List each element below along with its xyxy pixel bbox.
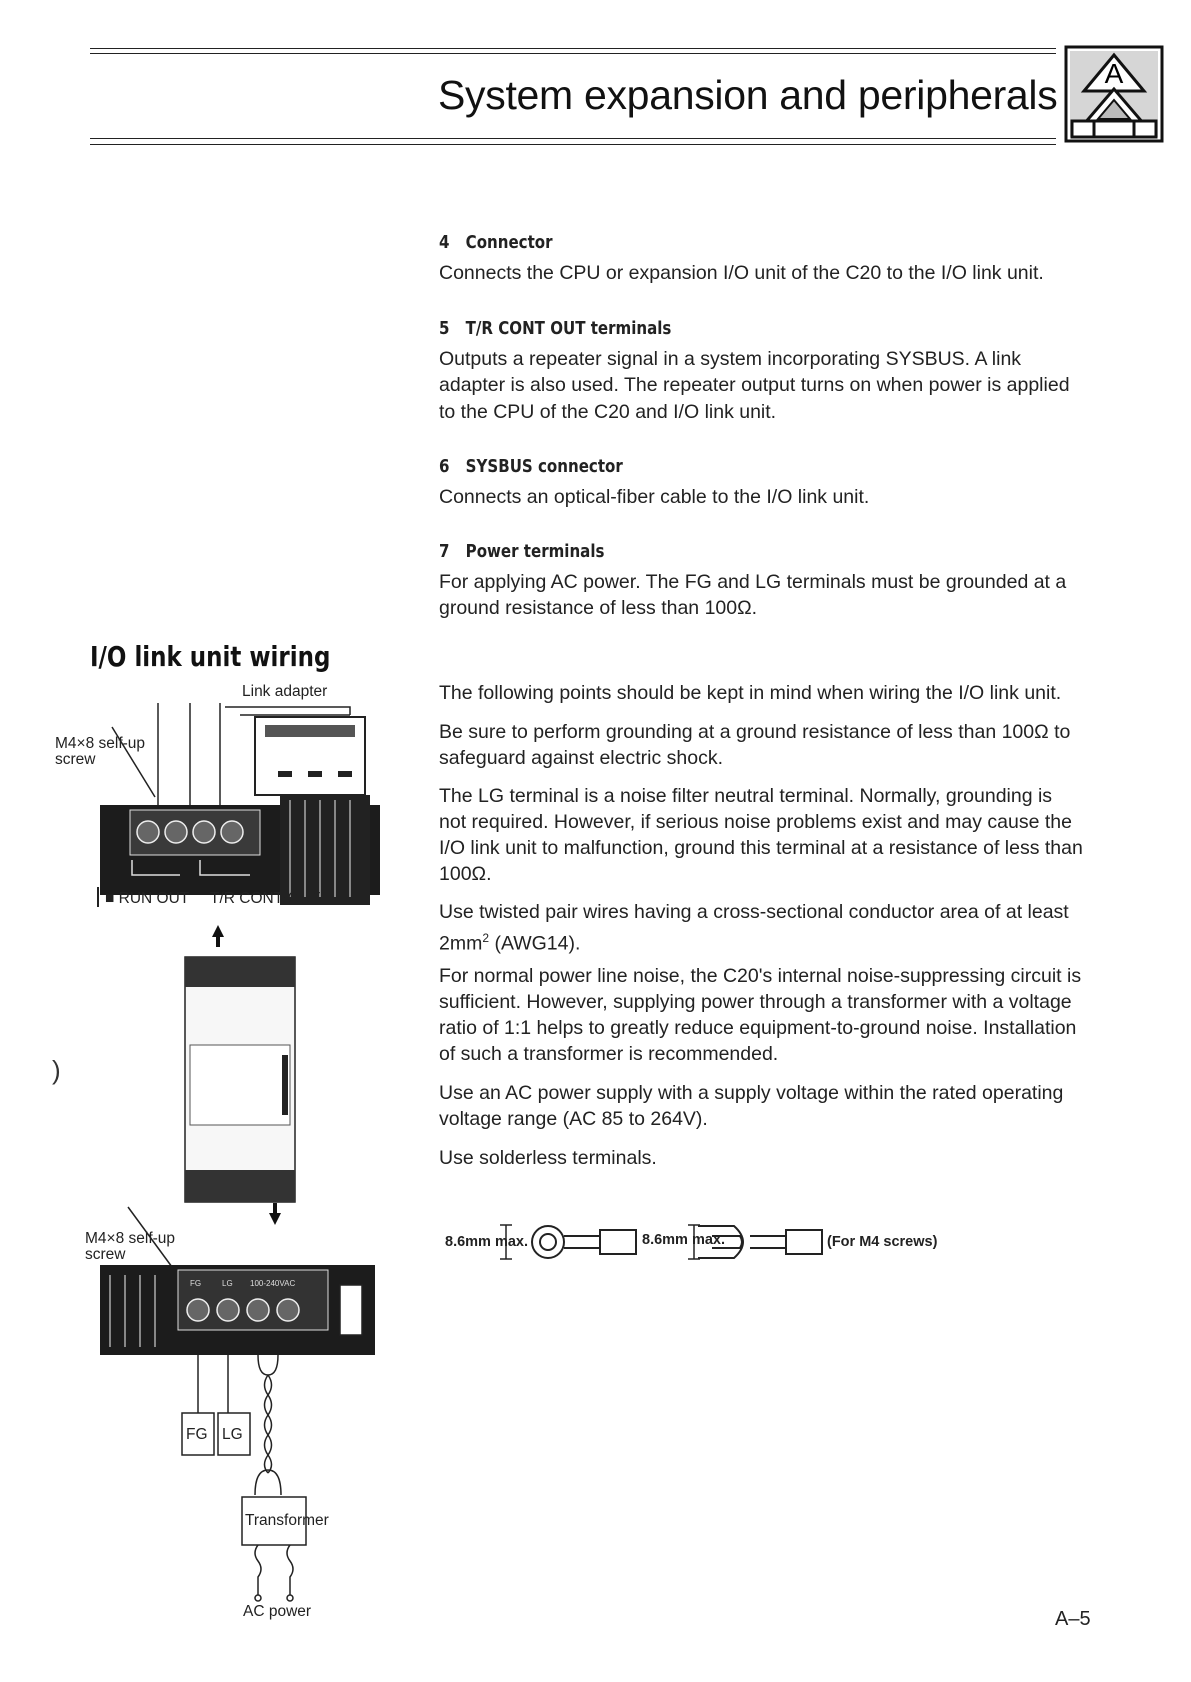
ring-terminal-dimension: 8.6mm max. [445,1234,529,1250]
item-title: Power terminals [465,542,605,562]
wiring-paragraph: Use an AC power supply with a supply voltage within the rated operating voltage range (AC 85 to 264V). [439,1082,1064,1130]
item-heading [439,316,989,343]
terminal-voltage-mark: 100-240VAC [250,1279,296,1288]
chapter-a-icon [1064,45,1164,143]
item-number: 5 [439,319,450,339]
terminal-lg-mark: LG [222,1279,233,1288]
item-title: Connector [465,233,553,253]
item-connector [439,230,1079,286]
item-title: SYSBUS connector [465,457,623,477]
item-body: For applying AC power. The FG and LG terminals must be grounded at a ground resistance of less than 100Ω. [439,570,1067,619]
lg-box-label: LG [222,1426,243,1443]
page-number: A–5 [1055,1608,1091,1630]
wiring-paragraph-awg [439,899,1084,957]
awg-text: Use twisted pair wires having a cross-sectional conductor area of at least 2mm [439,901,1069,955]
item-power-terminals [439,539,1079,622]
item-body: Connects an optical-fiber cable to the I/O link unit. [439,485,870,508]
screw-label-top-line1: M4×8 self-up [55,735,146,752]
wiring-paragraph: The following points should be kept in mind when wiring the I/O link unit. [439,682,1062,704]
run-out-text: RUN OUT [118,890,190,907]
header-rule-top-2 [90,53,1056,54]
tr-cont-out-label: T/R CONT/OUT [210,890,321,907]
item-heading [439,454,989,481]
screw-label-bottom-line2: screw [85,1246,126,1263]
item-heading [439,230,989,257]
fg-box-label: FG [186,1426,208,1443]
item-number: 4 [439,233,450,253]
margin-mark: ) [52,1055,61,1085]
item-number: 6 [439,457,450,477]
screw-label-top-line2: screw [55,751,96,768]
awg-superscript: 2 [482,931,490,945]
page-title: System expansion and peripherals [438,72,1058,118]
section-heading-wiring: I/O link unit wiring [90,640,331,673]
wiring-paragraph: The LG terminal is a noise filter neutral terminal. Normally, grounding is not required. However, if serious noise problems exist and may cause the I/O link unit to malfunction, ground this terminal at a resistance of less than 100Ω. [439,785,1083,885]
header-rule-top-1 [90,48,1056,49]
terminal-fg-mark: FG [190,1279,202,1288]
run-out-label: ■ RUN OUT [105,890,190,907]
fork-terminal-dimension: 8.6mm max. [642,1232,726,1248]
transformer-label: Transformer [245,1512,329,1529]
wiring-diagram [50,675,390,1625]
awg-suffix: (AWG14). [489,932,581,955]
wiring-diagram-drawing [50,675,390,1625]
header-rule-bottom-2 [90,144,1056,145]
item-sysbus-connector [439,454,1079,510]
header-rule-bottom-1 [90,138,1056,139]
item-title: T/R CONT OUT terminals [465,319,672,339]
item-number: 7 [439,542,450,562]
terminal-note: (For M4 screws) [827,1234,938,1250]
screw-label-bottom-line1: M4×8 self-up [85,1230,176,1247]
item-heading [439,539,989,566]
item-body: Outputs a repeater signal in a system incorporating SYSBUS. A link adapter is also used. The repeater output turns on when power is applied to the CPU of the C20 and I/O link unit. [439,347,1070,423]
item-body: Connects the CPU or expansion I/O unit of the C20 to the I/O link unit. [439,261,1044,284]
solderless-terminal-figure [440,1222,1000,1262]
wiring-paragraph: Be sure to perform grounding at a ground resistance of less than 100Ω to safeguard against electric shock. [439,721,1071,769]
wiring-paragraph: Use solderless terminals. [439,1147,657,1169]
svg-text:A: A [1104,58,1124,89]
item-tr-cont-out [439,316,1079,425]
link-adapter-label: Link adapter [242,683,328,700]
ac-power-label: AC power [243,1603,312,1620]
wiring-paragraph: For normal power line noise, the C20's internal noise-suppressing circuit is sufficient. However, supplying power through a transformer with a voltage ratio of 1:1 helps to greatly reduce equipment-to-ground noise. Installation of such a transformer is recommended. [439,965,1082,1065]
